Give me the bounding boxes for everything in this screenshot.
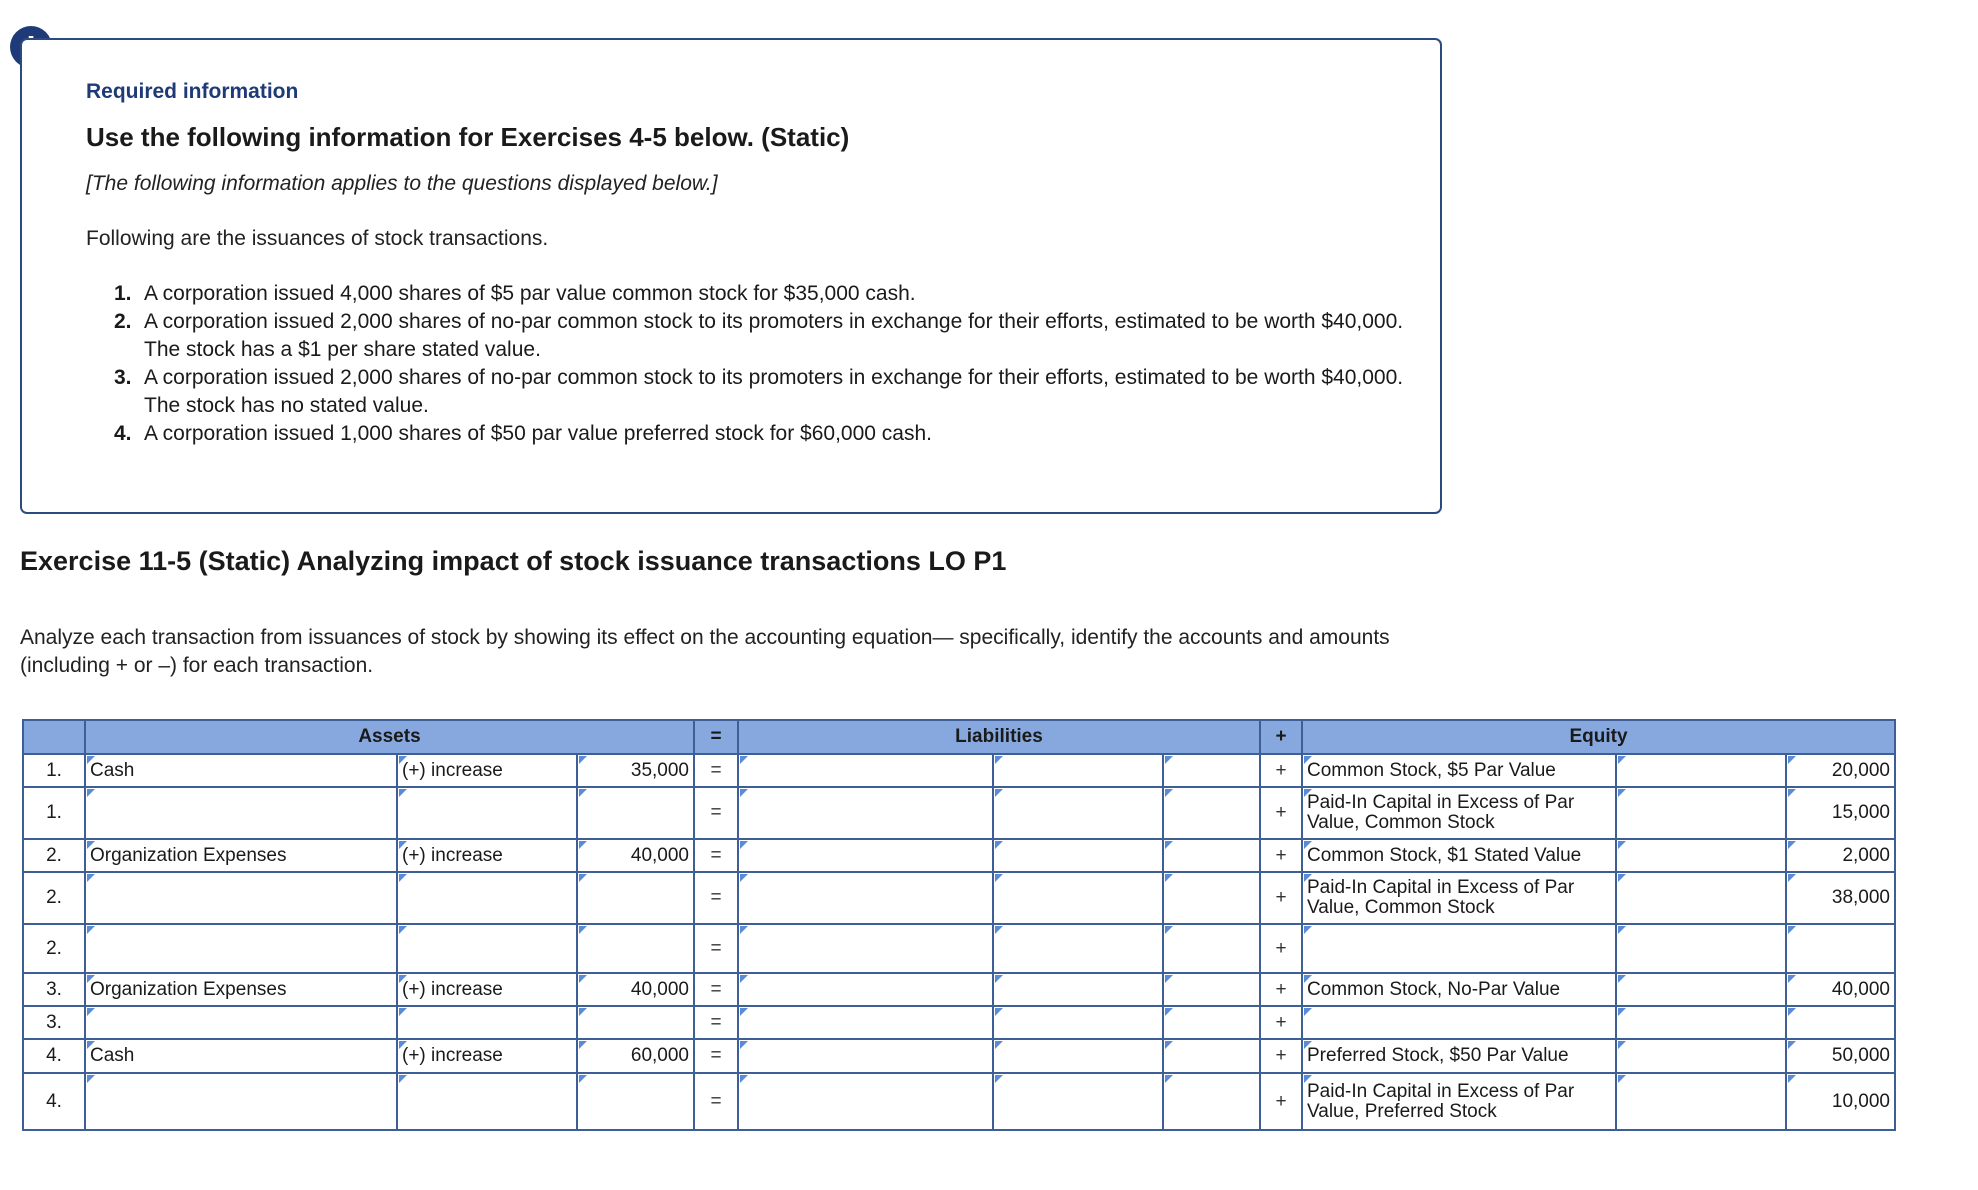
- row-number-cell: [24, 925, 84, 972]
- equity-amount-input[interactable]: [1787, 755, 1894, 786]
- equity-amount-value: 38,000: [1831, 887, 1890, 908]
- row-number-value: 4.: [46, 1090, 62, 1112]
- list-item: [114, 308, 1414, 364]
- equity-account-value: Common Stock, $5 Par Value: [1307, 759, 1556, 781]
- plus-header: [1261, 721, 1301, 753]
- equity-account-select[interactable]: [1303, 925, 1615, 972]
- transaction-text: A corporation issued 1,000 shares of $50 par value preferred stock for $60,000 cash.: [144, 422, 932, 445]
- asset-amount-input[interactable]: [578, 925, 693, 972]
- asset-account-select[interactable]: [86, 925, 396, 972]
- equity-effect-select[interactable]: [1617, 755, 1785, 786]
- header-blank: [24, 721, 84, 753]
- liability-effect-select[interactable]: [994, 1040, 1162, 1072]
- asset-effect-select[interactable]: [398, 925, 576, 972]
- equity-amount-value: 2,000: [1842, 844, 1890, 866]
- transaction-text: A corporation issued 2,000 shares of no-par common stock to its promoters in exchange for their efforts, estimated to be worth $40,000. The stock has a $1 per share stated value.: [144, 310, 1404, 361]
- equity-account-select[interactable]: [1303, 1007, 1615, 1038]
- plus-sign-value: +: [1275, 759, 1287, 781]
- liability-account-select[interactable]: [739, 974, 992, 1005]
- equals-sign-value: =: [710, 759, 722, 781]
- transaction-number: 2.: [114, 310, 132, 333]
- liability-amount-input[interactable]: [1164, 873, 1259, 923]
- transaction-number: 4.: [114, 422, 132, 445]
- plus-sign-cell: [1261, 974, 1301, 1005]
- equals-sign-value: =: [710, 937, 722, 959]
- asset-effect-select[interactable]: [398, 1007, 576, 1038]
- liability-amount-input[interactable]: [1164, 840, 1259, 871]
- asset-account-value: Cash: [90, 1045, 135, 1066]
- equals-sign-cell: [695, 788, 737, 838]
- equity-amount-input[interactable]: [1787, 788, 1894, 838]
- row-number-value: 1.: [46, 802, 62, 823]
- liabilities-header: [739, 721, 1259, 753]
- equity-header: [1303, 721, 1894, 753]
- asset-effect-select[interactable]: [398, 1074, 576, 1129]
- row-number-cell: [24, 1040, 84, 1072]
- equals-sign-cell: [695, 840, 737, 871]
- equity-account-select[interactable]: [1303, 1074, 1615, 1129]
- asset-account-select[interactable]: [86, 788, 396, 838]
- plus-sign-cell: [1261, 788, 1301, 838]
- equity-effect-select[interactable]: [1617, 1040, 1785, 1072]
- asset-account-value: Organization Expenses: [90, 844, 287, 866]
- asset-effect-select[interactable]: [398, 1040, 576, 1072]
- liability-amount-input[interactable]: [1164, 1074, 1259, 1129]
- plus-header-label: +: [1275, 726, 1287, 747]
- list-item: [114, 280, 1414, 308]
- liability-account-select[interactable]: [739, 873, 992, 923]
- assets-header: [86, 721, 693, 753]
- asset-account-select[interactable]: [86, 840, 396, 871]
- equity-effect-select[interactable]: [1617, 840, 1785, 871]
- liability-amount-input[interactable]: [1164, 974, 1259, 1005]
- asset-amount-input[interactable]: [578, 1040, 693, 1072]
- plus-sign-value: +: [1275, 887, 1287, 908]
- asset-amount-input[interactable]: [578, 1074, 693, 1129]
- liability-effect-select[interactable]: [994, 1007, 1162, 1038]
- row-number-value: 2.: [46, 844, 62, 866]
- liability-amount-input[interactable]: [1164, 925, 1259, 972]
- asset-account-select[interactable]: [86, 974, 396, 1005]
- transaction-number: 1.: [114, 282, 132, 305]
- asset-amount-input[interactable]: [578, 974, 693, 1005]
- plus-sign-cell: [1261, 1074, 1301, 1129]
- equals-sign-value: =: [710, 978, 722, 1000]
- liability-account-select[interactable]: [739, 788, 992, 838]
- liability-account-select[interactable]: [739, 755, 992, 786]
- row-number-cell: [24, 1074, 84, 1129]
- asset-effect-value: (+) increase: [402, 978, 503, 1000]
- asset-effect-value: (+) increase: [402, 1045, 503, 1066]
- asset-effect-select[interactable]: [398, 873, 576, 923]
- equity-amount-input[interactable]: [1787, 840, 1894, 871]
- info-title: Use the following information for Exercises 4-5 below. (Static): [86, 122, 850, 152]
- row-number-cell: [24, 873, 84, 923]
- plus-sign-value: +: [1275, 1011, 1287, 1033]
- plus-sign-cell: [1261, 873, 1301, 923]
- equals-sign-cell: [695, 1007, 737, 1038]
- equity-effect-select[interactable]: [1617, 873, 1785, 923]
- row-number-cell: [24, 755, 84, 786]
- equity-account-select[interactable]: [1303, 840, 1615, 871]
- asset-account-select[interactable]: [86, 873, 396, 923]
- list-item: [114, 420, 1414, 448]
- asset-amount-input[interactable]: [578, 873, 693, 923]
- liability-amount-input[interactable]: [1164, 755, 1259, 786]
- asset-effect-value: (+) increase: [402, 844, 503, 866]
- equity-account-select[interactable]: [1303, 755, 1615, 786]
- equity-amount-value: 50,000: [1831, 1045, 1890, 1066]
- asset-account-select[interactable]: [86, 1007, 396, 1038]
- equity-effect-select[interactable]: [1617, 925, 1785, 972]
- plus-sign-cell: [1261, 925, 1301, 972]
- equals-sign-value: =: [710, 1045, 722, 1066]
- equity-amount-value: 10,000: [1831, 1090, 1890, 1112]
- plus-sign-value: +: [1275, 802, 1287, 823]
- equity-account-value: Common Stock, No-Par Value: [1307, 978, 1561, 1000]
- equity-account-select[interactable]: [1303, 1040, 1615, 1072]
- equity-amount-value: 20,000: [1831, 759, 1890, 781]
- equals-sign-cell: [695, 873, 737, 923]
- equals-sign-value: =: [710, 844, 722, 866]
- equals-header-label: =: [710, 726, 722, 747]
- equals-sign-value: =: [710, 802, 722, 823]
- plus-sign-cell: [1261, 755, 1301, 786]
- asset-account-value: Organization Expenses: [90, 978, 287, 1000]
- row-number-value: 2.: [46, 937, 62, 959]
- equals-sign-cell: [695, 755, 737, 786]
- equity-amount-input[interactable]: [1787, 974, 1894, 1005]
- asset-effect-select[interactable]: [398, 755, 576, 786]
- equals-sign-cell: [695, 974, 737, 1005]
- equity-account-value: Paid-In Capital in Excess of Par Value, Preferred Stock: [1307, 1080, 1575, 1122]
- equity-account-select[interactable]: [1303, 974, 1615, 1005]
- plus-sign-value: +: [1275, 844, 1287, 866]
- row-number-value: 2.: [46, 887, 62, 908]
- liability-account-select[interactable]: [739, 840, 992, 871]
- row-number-value: 3.: [46, 1011, 62, 1033]
- liability-effect-select[interactable]: [994, 925, 1162, 972]
- plus-sign-cell: [1261, 1040, 1301, 1072]
- required-info-panel: [20, 38, 1442, 514]
- equals-sign-cell: [695, 925, 737, 972]
- intro-text: Following are the issuances of stock transactions.: [86, 227, 549, 250]
- asset-amount-input[interactable]: [578, 755, 693, 786]
- row-number-value: 1.: [46, 759, 62, 781]
- liability-effect-select[interactable]: [994, 755, 1162, 786]
- asset-amount-value: 60,000: [630, 1045, 689, 1066]
- liability-amount-input[interactable]: [1164, 1007, 1259, 1038]
- equity-effect-select[interactable]: [1617, 974, 1785, 1005]
- equals-header: [695, 721, 737, 753]
- equity-effect-select[interactable]: [1617, 788, 1785, 838]
- transaction-number: 3.: [114, 366, 132, 389]
- asset-account-select[interactable]: [86, 755, 396, 786]
- asset-effect-select[interactable]: [398, 788, 576, 838]
- liability-effect-select[interactable]: [994, 788, 1162, 838]
- applies-note: [The following information applies to the questions displayed below.]: [86, 172, 718, 195]
- asset-effect-value: (+) increase: [402, 759, 503, 781]
- row-number-cell: [24, 788, 84, 838]
- liability-account-select[interactable]: [739, 925, 992, 972]
- liabilities-header-label: Liabilities: [955, 726, 1043, 747]
- equity-account-value: Preferred Stock, $50 Par Value: [1307, 1045, 1569, 1066]
- transaction-list: [114, 280, 1414, 448]
- transaction-text: A corporation issued 2,000 shares of no-par common stock to its promoters in exchange for their efforts, estimated to be worth $40,000. The stock has no stated value.: [144, 366, 1404, 417]
- list-item: [114, 364, 1414, 420]
- accounting-equation-table: [22, 719, 1896, 1131]
- row-number-value: 4.: [46, 1045, 62, 1066]
- exercise-instructions: Analyze each transaction from issuances of stock by showing its effect on the accounting equation— specifically, identify the accounts and amounts (including + or –) for each transaction.: [20, 626, 1390, 677]
- liability-effect-select[interactable]: [994, 873, 1162, 923]
- equity-amount-input[interactable]: [1787, 1074, 1894, 1129]
- equity-amount-input[interactable]: [1787, 873, 1894, 923]
- equity-account-value: Paid-In Capital in Excess of Par Value, Common Stock: [1307, 792, 1575, 833]
- liability-account-select[interactable]: [739, 1074, 992, 1129]
- row-number-cell: [24, 1007, 84, 1038]
- transaction-text: A corporation issued 4,000 shares of $5 par value common stock for $35,000 cash.: [144, 282, 916, 305]
- plus-sign-value: +: [1275, 978, 1287, 1000]
- plus-sign-cell: [1261, 1007, 1301, 1038]
- equity-account-select[interactable]: [1303, 788, 1615, 838]
- asset-amount-input[interactable]: [578, 1007, 693, 1038]
- liability-account-select[interactable]: [739, 1040, 992, 1072]
- equals-sign-cell: [695, 1074, 737, 1129]
- asset-amount-input[interactable]: [578, 788, 693, 838]
- equity-header-label: Equity: [1569, 726, 1628, 747]
- liability-amount-input[interactable]: [1164, 1040, 1259, 1072]
- row-number-value: 3.: [46, 978, 62, 1000]
- equity-effect-select[interactable]: [1617, 1074, 1785, 1129]
- equals-sign-value: =: [710, 887, 722, 908]
- plus-sign-value: +: [1275, 937, 1287, 959]
- equity-amount-value: 15,000: [1831, 802, 1890, 823]
- plus-sign-value: +: [1275, 1090, 1287, 1112]
- assets-header-label: Assets: [358, 726, 421, 747]
- asset-amount-value: 35,000: [630, 759, 689, 781]
- asset-effect-select[interactable]: [398, 974, 576, 1005]
- exercise-title: Exercise 11-5 (Static) Analyzing impact of stock issuance transactions LO P1: [20, 546, 1007, 576]
- equity-amount-input[interactable]: [1787, 1007, 1894, 1038]
- required-info-label: Required information: [86, 80, 299, 103]
- liability-account-select[interactable]: [739, 1007, 992, 1038]
- equals-sign-value: =: [710, 1011, 722, 1033]
- row-number-cell: [24, 840, 84, 871]
- equals-sign-value: =: [710, 1090, 722, 1112]
- asset-account-select[interactable]: [86, 1074, 396, 1129]
- equity-account-value: Common Stock, $1 Stated Value: [1307, 844, 1582, 866]
- asset-amount-value: 40,000: [630, 844, 689, 866]
- asset-account-value: Cash: [90, 759, 135, 781]
- equity-effect-select[interactable]: [1617, 1007, 1785, 1038]
- asset-amount-value: 40,000: [630, 978, 689, 1000]
- liability-effect-select[interactable]: [994, 974, 1162, 1005]
- equals-sign-cell: [695, 1040, 737, 1072]
- liability-effect-select[interactable]: [994, 840, 1162, 871]
- plus-sign-value: +: [1275, 1045, 1287, 1066]
- liability-amount-input[interactable]: [1164, 788, 1259, 838]
- equity-amount-input[interactable]: [1787, 925, 1894, 972]
- asset-amount-input[interactable]: [578, 840, 693, 871]
- asset-account-select[interactable]: [86, 1040, 396, 1072]
- plus-sign-cell: [1261, 840, 1301, 871]
- row-number-cell: [24, 974, 84, 1005]
- asset-effect-select[interactable]: [398, 840, 576, 871]
- equity-account-select[interactable]: [1303, 873, 1615, 923]
- liability-effect-select[interactable]: [994, 1074, 1162, 1129]
- equity-amount-value: 40,000: [1831, 978, 1890, 1000]
- equity-account-value: Paid-In Capital in Excess of Par Value, Common Stock: [1307, 877, 1575, 918]
- equity-amount-input[interactable]: [1787, 1040, 1894, 1072]
